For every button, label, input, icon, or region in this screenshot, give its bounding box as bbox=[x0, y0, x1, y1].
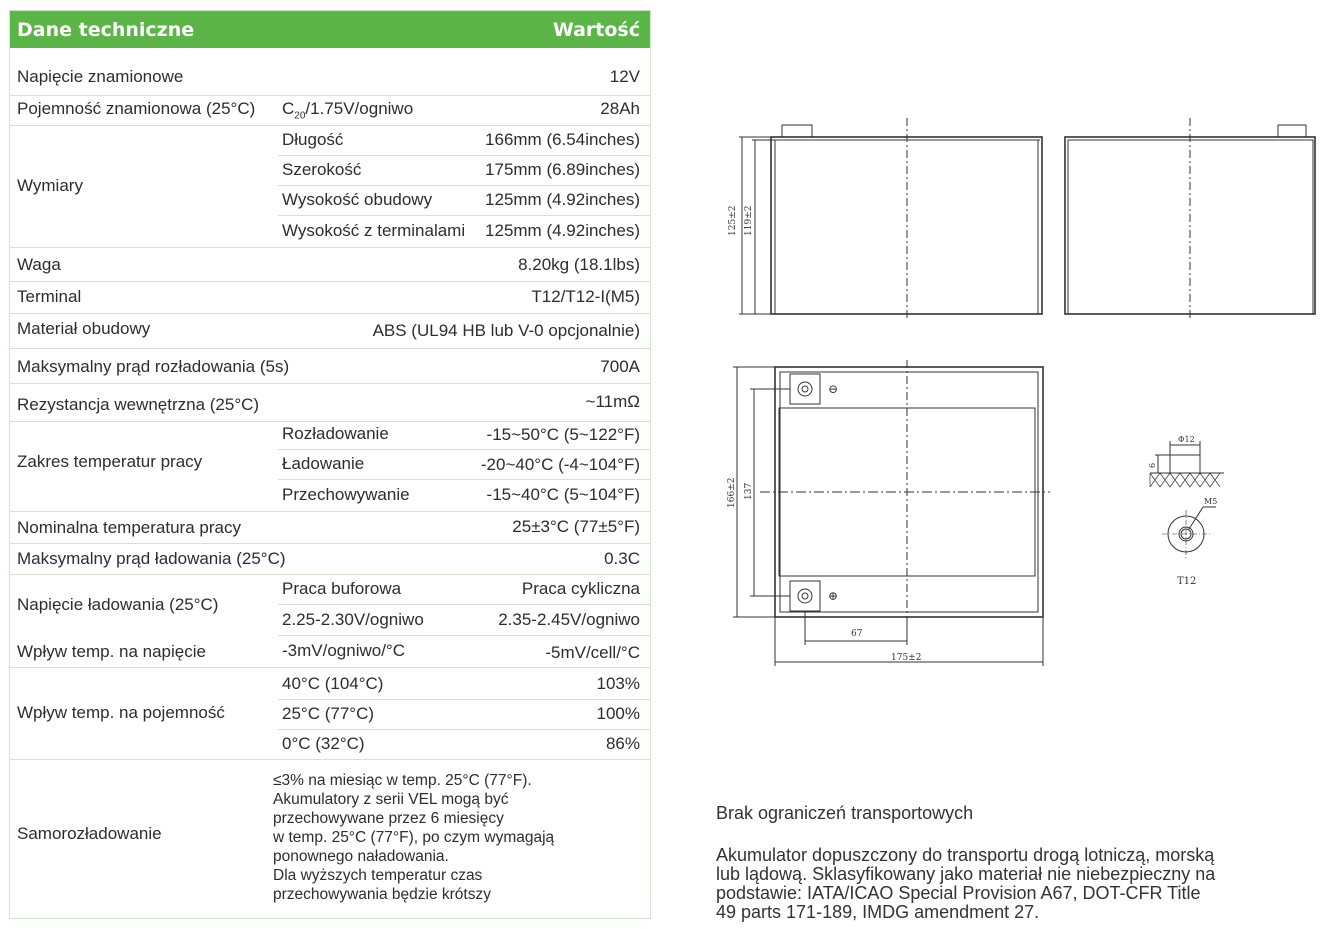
row-label: Rezystancja wewnętrzna (25°C) bbox=[17, 395, 260, 414]
dim-67: 67 bbox=[851, 629, 863, 639]
transport-line: Akumulator dopuszczony do transportu drogą lotniczą, morską bbox=[716, 845, 1215, 865]
sub-label: Ładowanie bbox=[282, 454, 365, 473]
top-view bbox=[727, 360, 1050, 666]
row-label: Wpływ temp. na napięcie bbox=[17, 642, 206, 661]
sub-label: Szerokość bbox=[282, 160, 362, 179]
sub-label: Przechowywanie bbox=[282, 485, 410, 504]
sub-label: Wysokość obudowy bbox=[282, 190, 433, 209]
note-line: ≤3% na miesiąc w temp. 25°C (77°F). bbox=[273, 772, 532, 789]
sub-value: 125mm (4.92inches) bbox=[485, 190, 640, 209]
sub-label: 40°C (104°C) bbox=[282, 674, 384, 693]
col-header: Praca buforowa bbox=[282, 579, 402, 598]
sub-value: -5mV/cell/°C bbox=[545, 643, 640, 662]
row-label: Waga bbox=[17, 255, 61, 274]
row-value: T12/T12-I(M5) bbox=[531, 287, 640, 306]
sub-value: 125mm (4.92inches) bbox=[485, 221, 640, 240]
row-label: Wymiary bbox=[17, 176, 83, 195]
sub-label: Długość bbox=[282, 130, 344, 149]
header-label: Dane techniczne bbox=[17, 19, 195, 41]
row-label: Nominalna temperatura pracy bbox=[17, 518, 241, 537]
row-label: Zakres temperatur pracy bbox=[17, 452, 203, 471]
row-label: Maksymalny prąd rozładowania (5s) bbox=[17, 357, 290, 376]
terminal-name: T12 bbox=[1177, 576, 1197, 587]
row-label: Pojemność znamionowa (25°C) bbox=[17, 99, 256, 118]
header-value: Wartość bbox=[552, 19, 640, 41]
sub-value: -3mV/ogniwo/°C bbox=[282, 641, 406, 660]
row-value: 28Ah bbox=[600, 99, 640, 118]
transport-paragraph bbox=[716, 846, 1296, 922]
dim-166: 166±2 bbox=[727, 477, 737, 508]
transport-line: lub lądową. Sklasyfikowany jako materiał nie niebezpieczny na bbox=[716, 864, 1216, 884]
row-value: 700A bbox=[600, 357, 640, 376]
row-value: 8.20kg (18.1lbs) bbox=[518, 255, 640, 274]
terminal-detail bbox=[1148, 435, 1224, 587]
row-value: 12V bbox=[609, 67, 640, 86]
row-label: Napięcie ładowania (25°C) bbox=[17, 595, 219, 614]
sub-value: 166mm (6.54inches) bbox=[485, 130, 640, 149]
row-label: Wpływ temp. na pojemność bbox=[17, 703, 225, 722]
dim-12: Φ12 bbox=[1178, 435, 1195, 444]
dim-119: 119±2 bbox=[744, 205, 754, 236]
sub-label: 25°C (77°C) bbox=[282, 704, 375, 723]
note-line: Dla wyższych temperatur czas bbox=[273, 867, 483, 884]
transport-line: podstawie: IATA/ICAO Special Provision A67, DOT-CFR Title bbox=[716, 883, 1201, 903]
row-label: Samorozładowanie bbox=[17, 824, 162, 843]
sub-value: -15~40°C (5~104°F) bbox=[486, 485, 640, 504]
cond-rest: /1.75V/ogniwo bbox=[305, 99, 414, 118]
front-view bbox=[728, 118, 1042, 318]
sub-value: -15~50°C (5~122°F) bbox=[486, 425, 640, 444]
dim-137: 137 bbox=[744, 482, 754, 500]
row-label: Napięcie znamionowe bbox=[17, 67, 184, 86]
note-line: ponownego naładowania. bbox=[273, 848, 449, 865]
sub-value: 2.25-2.30V/ogniwo bbox=[282, 610, 424, 629]
col-header: Praca cykliczna bbox=[521, 579, 640, 598]
sub-value: 86% bbox=[605, 734, 640, 753]
plus-symbol: ⊕ bbox=[828, 589, 839, 603]
dim-6: 6 bbox=[1148, 462, 1157, 468]
note-line: Akumulatory z serii VEL mogą być bbox=[273, 791, 509, 808]
cond-main: C bbox=[282, 99, 295, 118]
row-label: Materiał obudowy bbox=[17, 319, 151, 338]
note-line: przechowywania będzie krótszy bbox=[273, 886, 491, 903]
sub-value: 103% bbox=[596, 674, 640, 693]
sub-value: -20~40°C (-4~104°F) bbox=[480, 455, 640, 474]
sub-label: 0°C (32°C) bbox=[282, 734, 365, 753]
side-view bbox=[1065, 118, 1315, 318]
sub-label: Wysokość z terminalami bbox=[282, 221, 466, 240]
row-value: 0.3C bbox=[604, 549, 640, 568]
transport-title: Brak ograniczeń transportowych bbox=[716, 803, 974, 823]
note-line: przechowywane przez 6 miesięcy bbox=[273, 810, 504, 827]
dim-175: 175±2 bbox=[891, 653, 922, 663]
dim-125: 125±2 bbox=[728, 205, 738, 236]
row-value: ~11mΩ bbox=[585, 392, 640, 411]
row-label: Maksymalny prąd ładowania (25°C) bbox=[17, 549, 286, 568]
sub-value: 2.35-2.45V/ogniwo bbox=[498, 610, 640, 629]
sub-value: 100% bbox=[596, 704, 640, 723]
cond-sub: 20 bbox=[294, 110, 306, 122]
sub-value: 175mm (6.89inches) bbox=[485, 160, 640, 179]
note-line: w temp. 25°C (77°F), po czym wymagają bbox=[273, 829, 555, 846]
m5-label: M5 bbox=[1204, 497, 1218, 506]
row-value: 25±3°C (77±5°F) bbox=[512, 517, 640, 536]
row-value: ABS (UL94 HB lub V-0 opcjonalnie) bbox=[372, 321, 640, 340]
transport-line: 49 parts 171-189, IMDG amendment 27. bbox=[716, 902, 1040, 922]
sub-label: Rozładowanie bbox=[282, 424, 389, 443]
minus-symbol: ⊖ bbox=[828, 382, 839, 396]
row-label: Terminal bbox=[17, 287, 82, 306]
